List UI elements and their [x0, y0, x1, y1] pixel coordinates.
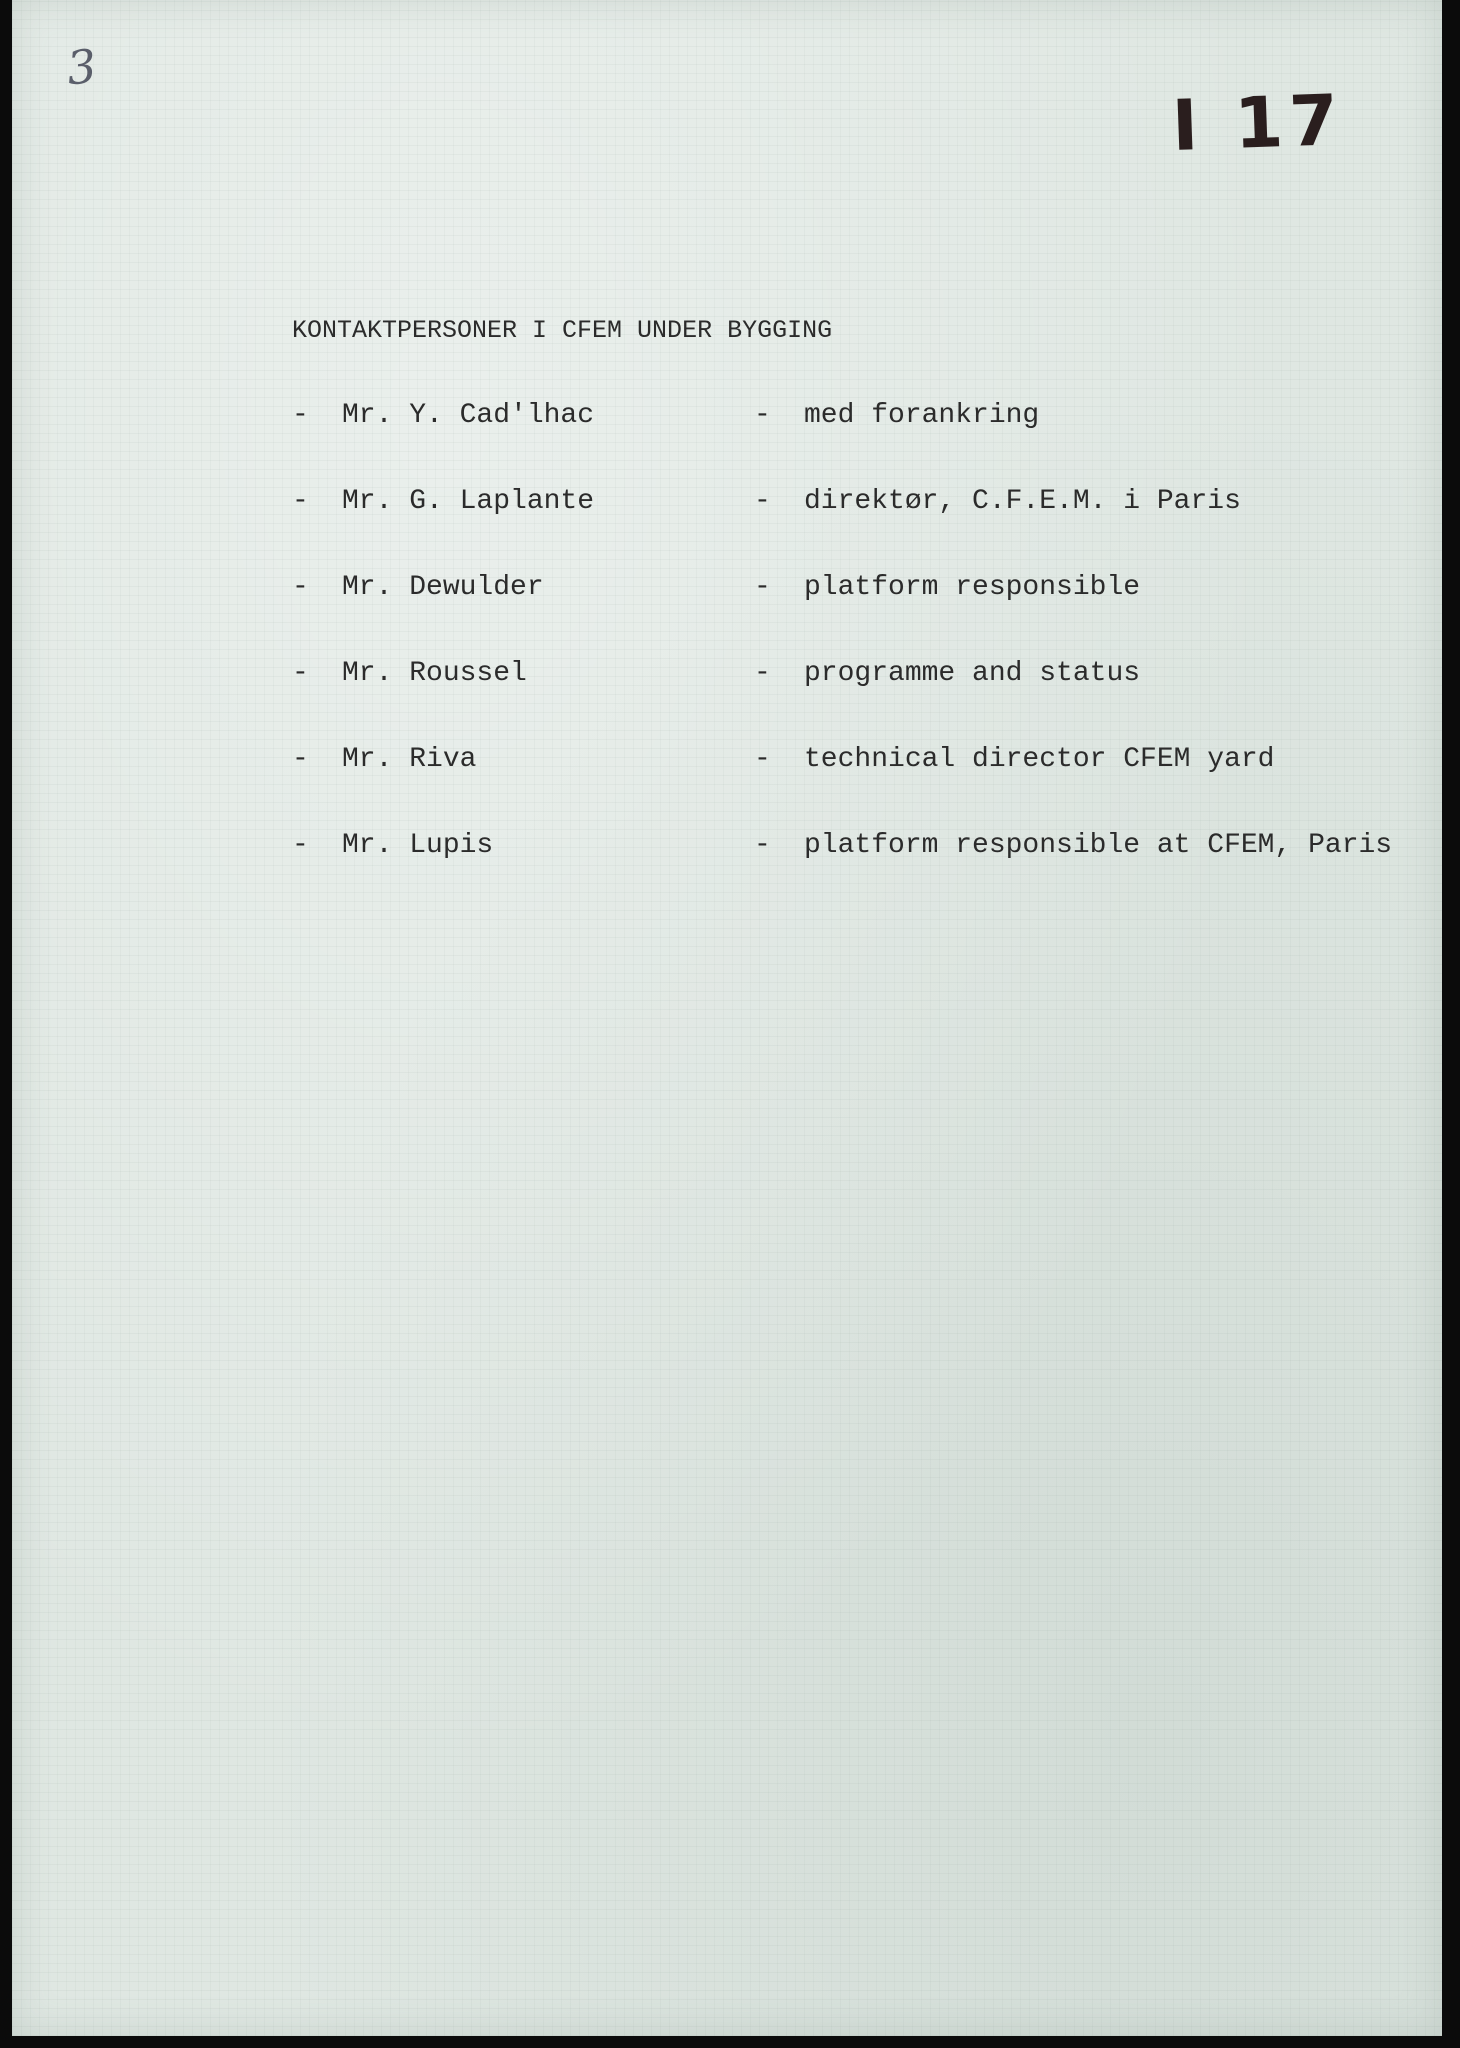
list-dash: -	[292, 400, 309, 431]
list-dash: -	[754, 486, 771, 517]
contact-row	[292, 572, 1442, 612]
handwritten-page-number: 3	[64, 38, 100, 96]
list-dash: -	[292, 830, 309, 861]
contact-role: platform responsible at CFEM, Paris	[804, 830, 1393, 861]
list-dash: -	[292, 744, 309, 775]
contact-role: direktør, C.F.E.M. i Paris	[804, 486, 1241, 517]
contact-name: Mr. Riva	[342, 744, 477, 775]
contact-name: Mr. Roussel	[342, 658, 527, 689]
contact-name: Mr. Y. Cad'lhac	[342, 400, 595, 431]
contact-row	[292, 744, 1442, 784]
contact-role: technical director CFEM yard	[804, 744, 1275, 775]
list-dash: -	[754, 744, 771, 775]
document-heading: KONTAKTPERSONER I CFEM UNDER BYGGING	[292, 316, 833, 345]
list-dash: -	[754, 572, 771, 603]
handwritten-document-code: I 17	[1170, 79, 1346, 167]
contact-row	[292, 486, 1442, 526]
document-page	[12, 0, 1442, 2036]
contact-role: med forankring	[804, 400, 1040, 431]
contact-row	[292, 830, 1442, 870]
contact-name: Mr. Lupis	[342, 830, 494, 861]
list-dash: -	[754, 400, 771, 431]
list-dash: -	[292, 658, 309, 689]
list-dash: -	[292, 486, 309, 517]
list-dash: -	[754, 830, 771, 861]
contact-role: programme and status	[804, 658, 1141, 689]
list-dash: -	[292, 572, 309, 603]
contact-role: platform responsible	[804, 572, 1141, 603]
contact-name: Mr. Dewulder	[342, 572, 544, 603]
contact-row	[292, 658, 1442, 698]
list-dash: -	[754, 658, 771, 689]
contact-row	[292, 400, 1442, 440]
contact-name: Mr. G. Laplante	[342, 486, 595, 517]
